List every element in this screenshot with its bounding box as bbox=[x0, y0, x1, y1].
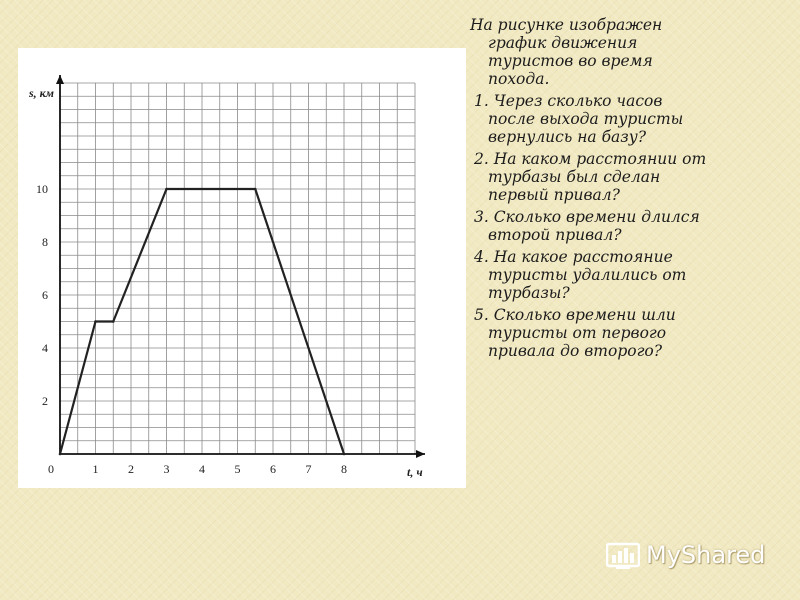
data-point bbox=[112, 320, 115, 323]
intro-paragraph: На рисунке изображен график движения туристов во время похода. bbox=[470, 16, 663, 88]
y-tick-label: 10 bbox=[36, 182, 48, 196]
logo-text: MyShared bbox=[646, 541, 766, 569]
data-point bbox=[59, 453, 62, 456]
data-point bbox=[254, 188, 257, 191]
x-tick-label: 7 bbox=[305, 462, 312, 476]
chart-panel bbox=[18, 48, 466, 488]
data-point bbox=[343, 453, 346, 456]
x-tick-label: 0 bbox=[48, 462, 54, 476]
y-tick-label: 2 bbox=[42, 394, 48, 408]
data-point bbox=[94, 320, 97, 323]
x-axis-label: t, ч bbox=[407, 465, 423, 479]
y-tick-label: 4 bbox=[42, 341, 48, 355]
y-axis-arrow bbox=[56, 75, 64, 84]
x-tick-label: 3 bbox=[163, 462, 170, 476]
x-tick-label: 6 bbox=[270, 462, 276, 476]
questions-text bbox=[470, 16, 710, 364]
x-tick-label: 4 bbox=[199, 462, 205, 476]
question-2: 2. На каком расстоянии от турбазы был сделан первый привал? bbox=[474, 150, 707, 204]
question-5: 5. Сколько времени шли туристы от первого привала до второго? bbox=[474, 306, 676, 360]
y-axis-label: s, км bbox=[29, 86, 54, 100]
question-3: 3. Сколько времени длился второй привал? bbox=[474, 208, 700, 244]
x-tick-label: 5 bbox=[234, 462, 241, 476]
x-tick-label: 1 bbox=[92, 462, 99, 476]
distance-time-chart bbox=[18, 48, 466, 488]
x-tick-label: 2 bbox=[128, 462, 134, 476]
data-point bbox=[165, 188, 168, 191]
question-1: 1. Через сколько часов после выхода туристы вернулись на базу? bbox=[474, 92, 684, 146]
myshared-logo bbox=[606, 538, 765, 572]
y-tick-label: 8 bbox=[42, 235, 48, 249]
x-tick-label: 8 bbox=[341, 462, 347, 476]
question-4: 4. На какое расстояние туристы удалились от турбазы? bbox=[474, 248, 687, 302]
y-tick-label: 6 bbox=[42, 288, 48, 302]
x-axis-arrow bbox=[416, 450, 425, 458]
myshared-logo-icon bbox=[606, 540, 640, 570]
